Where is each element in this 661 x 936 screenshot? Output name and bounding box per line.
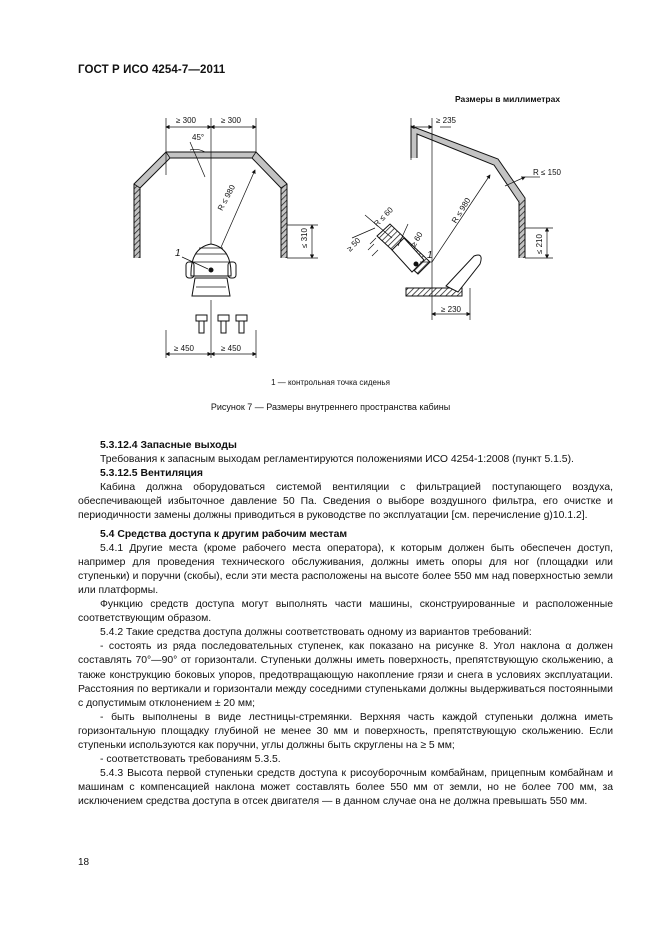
list-item: - соответствовать требованиям 5.3.5. <box>100 754 281 766</box>
right-point-label: 1 <box>427 250 433 261</box>
left-angle-label: 45° <box>192 133 205 142</box>
figure-legend: 1 — контрольная точка сиденья <box>271 378 390 387</box>
right-dim-top-label: ≥ 235 <box>436 116 456 125</box>
left-point-label: 1 <box>175 248 181 259</box>
right-radius-main-label: R ≤ 980 <box>450 196 473 225</box>
list-item: - быть выполнены в виде лестницы-стремянки. Верхняя часть каждой ступеньки должна иметь горизонтальную площадку глубиной не менее 30 мм и поверхность, препятствующую скольжению. Если ступеньки используются как поручни, углы должны быть скруглены на ≥ 5 мм; <box>78 711 613 751</box>
paragraph: Кабина должна оборудоваться системой вентиляции с фильтрацией поступающего воздуха, обеспечивающей избыточное давление 50 Па. Сведения о выборе воздушного фильтра, его очистке и периодичности замены должны приводиться в руководстве по эксплуатации [см. перечисление g)10.1.2]. <box>78 482 613 522</box>
section-title-access: 5.4 Средства доступа к другим рабочим местам <box>100 528 348 540</box>
document-header: ГОСТ Р ИСО 4254-7—2011 <box>78 64 226 76</box>
left-bottom-right-label: ≥ 450 <box>221 344 241 353</box>
paragraph: Требования к запасным выходам регламентируются положениями ИСО 4254-1:2008 (пункт 5.1.5). <box>100 454 574 466</box>
left-dim-top-left: ≥ 300 <box>176 116 196 125</box>
dimensions-note: Размеры в миллиметрах <box>455 94 561 104</box>
right-r60-label: R ≤ 60 <box>372 205 395 229</box>
right-d60-label: ≥ 60 <box>409 230 425 249</box>
paragraph: Функцию средств доступа могут выполнять части машины, сконструированные и расположенные соответствующим образом. <box>78 599 613 625</box>
figure-caption: Рисунок 7 — Размеры внутреннего пространства кабины <box>210 402 451 412</box>
left-bottom-left-label: ≥ 450 <box>174 344 194 353</box>
right-d50-label: ≥ 50 <box>345 236 363 254</box>
document-body <box>78 439 613 809</box>
right-radius-corner-label: R ≤ 150 <box>533 168 561 177</box>
section-title-emergency-exits: 5.3.12.4 Запасные выходы <box>100 440 237 451</box>
page-number: 18 <box>78 857 90 868</box>
section-title-ventilation: 5.3.12.5 Вентиляция <box>100 468 203 480</box>
left-dim-top-right: ≥ 300 <box>221 116 241 125</box>
paragraph: 5.4.1 Другие места (кроме рабочего места оператора), к которым должен быть обеспечен доступ, например для проведения технического обслуживания, должны иметь опоры для ног (площадки или ступеньки) и поручни (скобы), если эти места расположены на высоте более 550 мм над поверхностью земли или платформы. <box>78 542 613 596</box>
right-height-label: ≤ 210 <box>535 234 544 254</box>
paragraph: 5.4.3 Высота первой ступеньки средств доступа к рисоуборочным комбайнам, прицепным комбайнам и машинам с компенсацией наклона может составлять более 550 мм от земли, но не более 700 мм, за исключением средства доступа в отсек двигателя — в данном случае она не должна превышать 550 мм. <box>78 768 613 808</box>
left-radius-label: R ≤ 980 <box>216 183 238 213</box>
left-height-label: ≤ 310 <box>300 228 309 248</box>
paragraph: 5.4.2 Такие средства доступа должны соответствовать одному из вариантов требований: <box>100 627 532 639</box>
right-bottom-label: ≥ 230 <box>441 305 461 314</box>
list-item: - состоять из ряда последовательных ступенек, как показано на рисунке 8. Угол наклона α должен составлять 70°—90° от горизонтали. Ступеньки должны иметь поверхность, препятствующую скольжению, а также конструкцию боковых упоров, предотвращающую накопление грязи и снега в условиях эксплуатации. Расстояния по вертикали и горизонтали между соседними ступеньками должны выдерживаться постоянными с допустимым отклонением ± 20 мм; <box>78 641 613 709</box>
